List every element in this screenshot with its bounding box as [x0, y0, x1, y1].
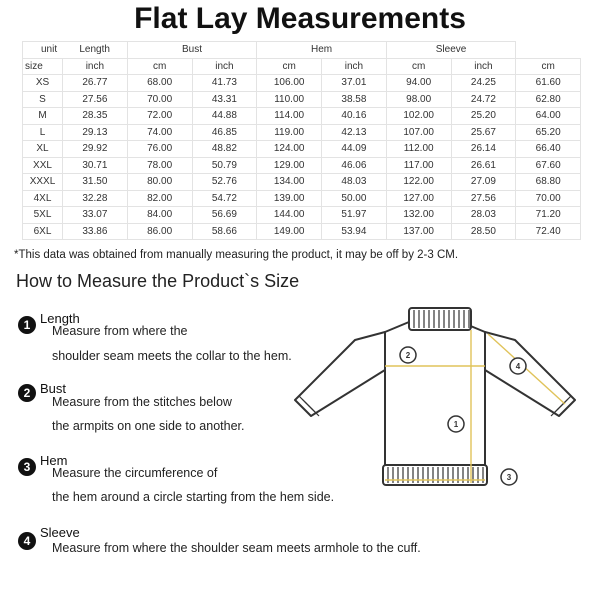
value-cell: 71.20 — [516, 207, 581, 224]
value-cell: 54.72 — [192, 190, 257, 207]
size-cell: 4XL — [23, 190, 63, 207]
value-cell: 102.00 — [386, 108, 451, 125]
step-number-badge: 3 — [18, 458, 36, 476]
section-title: How to Measure the Product`s Size — [16, 271, 300, 291]
size-chart-table — [22, 41, 581, 240]
value-cell: 31.50 — [63, 174, 128, 191]
value-cell: 65.20 — [516, 124, 581, 141]
value-cell: 24.72 — [451, 91, 516, 108]
table-group-header-row — [23, 42, 581, 59]
value-cell: 25.20 — [451, 108, 516, 125]
value-cell: 127.00 — [386, 190, 451, 207]
table-subheader-row — [23, 58, 581, 75]
diagram-marker-2 — [400, 347, 416, 363]
value-cell: 41.73 — [192, 75, 257, 92]
value-cell: 107.00 — [386, 124, 451, 141]
sweater-left-sleeve — [295, 332, 385, 416]
value-cell: 29.92 — [63, 141, 128, 158]
group-header-bust: Bust — [127, 42, 257, 59]
diagram-marker-1 — [448, 416, 464, 432]
table-row — [23, 174, 581, 191]
size-cell: L — [23, 124, 63, 141]
marker-label: 4 — [515, 362, 521, 371]
step-description-line: the hem around a circle starting from the hem side. — [52, 490, 335, 504]
value-cell: 82.00 — [127, 190, 192, 207]
subheader-cell: cm — [257, 58, 322, 75]
size-cell: XXL — [23, 157, 63, 174]
size-cell: 6XL — [23, 223, 63, 240]
value-cell: 78.00 — [127, 157, 192, 174]
step-number-badge: 4 — [18, 532, 36, 550]
page-title: Flat Lay Measurements — [134, 2, 466, 35]
size-cell: XXXL — [23, 174, 63, 191]
unit-header: unit Length — [23, 42, 128, 59]
table-row — [23, 223, 581, 240]
value-cell: 74.00 — [127, 124, 192, 141]
value-cell: 26.14 — [451, 141, 516, 158]
value-cell: 144.00 — [257, 207, 322, 224]
value-cell: 134.00 — [257, 174, 322, 191]
value-cell: 129.00 — [257, 157, 322, 174]
value-cell: 106.00 — [257, 75, 322, 92]
table-row — [23, 157, 581, 174]
measurement-note: *This data was obtained from manually measuring the product, it may be off by 2-3 CM. — [14, 249, 459, 261]
value-cell: 40.16 — [322, 108, 387, 125]
size-cell: XL — [23, 141, 63, 158]
table-row — [23, 190, 581, 207]
value-cell: 42.13 — [322, 124, 387, 141]
step-name: Hem — [40, 453, 68, 468]
size-cell: 5XL — [23, 207, 63, 224]
value-cell: 24.25 — [451, 75, 516, 92]
value-cell: 66.40 — [516, 141, 581, 158]
value-cell: 61.60 — [516, 75, 581, 92]
value-cell: 28.50 — [451, 223, 516, 240]
value-cell: 37.01 — [322, 75, 387, 92]
step-description-line: Measure the circumference of — [52, 466, 218, 480]
value-cell: 38.58 — [322, 91, 387, 108]
value-cell: 27.56 — [451, 190, 516, 207]
value-cell: 132.00 — [386, 207, 451, 224]
value-cell: 124.00 — [257, 141, 322, 158]
step-description-line: Measure from where the — [52, 324, 188, 338]
marker-label: 3 — [506, 473, 512, 482]
table-row — [23, 75, 581, 92]
value-cell: 28.35 — [63, 108, 128, 125]
diagram-marker-4 — [510, 358, 526, 374]
step-description-line: the armpits on one side to another. — [52, 419, 245, 433]
value-cell: 84.00 — [127, 207, 192, 224]
value-cell: 119.00 — [257, 124, 322, 141]
step-number-badge: 1 — [18, 316, 36, 334]
diagram-marker-3 — [501, 469, 517, 485]
subheader-cell: cm — [516, 58, 581, 75]
table-row — [23, 91, 581, 108]
group-header-hem: Hem — [257, 42, 387, 59]
value-cell: 112.00 — [386, 141, 451, 158]
size-cell: XS — [23, 75, 63, 92]
sweater-collar — [409, 308, 471, 330]
value-cell: 58.66 — [192, 223, 257, 240]
value-cell: 53.94 — [322, 223, 387, 240]
value-cell: 27.56 — [63, 91, 128, 108]
table-row — [23, 207, 581, 224]
value-cell: 70.00 — [516, 190, 581, 207]
size-cell: S — [23, 91, 63, 108]
subheader-cell: inch — [451, 58, 516, 75]
value-cell: 122.00 — [386, 174, 451, 191]
value-cell: 32.28 — [63, 190, 128, 207]
value-cell: 80.00 — [127, 174, 192, 191]
value-cell: 30.71 — [63, 157, 128, 174]
value-cell: 44.88 — [192, 108, 257, 125]
subheader-cell: cm — [127, 58, 192, 75]
size-table-body — [23, 75, 581, 240]
step-number-badge: 2 — [18, 384, 36, 402]
value-cell: 46.06 — [322, 157, 387, 174]
value-cell: 137.00 — [386, 223, 451, 240]
value-cell: 70.00 — [127, 91, 192, 108]
subheader-cell: cm — [386, 58, 451, 75]
value-cell: 25.67 — [451, 124, 516, 141]
value-cell: 48.82 — [192, 141, 257, 158]
size-header: size — [23, 58, 63, 75]
marker-label: 2 — [405, 351, 411, 360]
value-cell: 68.80 — [516, 174, 581, 191]
step-description-line: shoulder seam meets the collar to the hem. — [52, 349, 292, 363]
value-cell: 98.00 — [386, 91, 451, 108]
value-cell: 52.76 — [192, 174, 257, 191]
table-row — [23, 108, 581, 125]
size-cell: M — [23, 108, 63, 125]
value-cell: 94.00 — [386, 75, 451, 92]
group-header-sleeve: Sleeve — [386, 42, 516, 59]
step-description-line: Measure from where the shoulder seam meets armhole to the cuff. — [52, 541, 421, 555]
value-cell: 76.00 — [127, 141, 192, 158]
value-cell: 27.09 — [451, 174, 516, 191]
step-name: Length — [40, 311, 80, 326]
table-row — [23, 141, 581, 158]
value-cell: 28.03 — [451, 207, 516, 224]
step-description-line: Measure from the stitches below — [52, 395, 232, 409]
value-cell: 29.13 — [63, 124, 128, 141]
group-header-length: Length — [79, 44, 110, 56]
subheader-cell: inch — [192, 58, 257, 75]
value-cell: 46.85 — [192, 124, 257, 141]
subheader-cell: inch — [322, 58, 387, 75]
value-cell: 43.31 — [192, 91, 257, 108]
value-cell: 44.09 — [322, 141, 387, 158]
value-cell: 50.00 — [322, 190, 387, 207]
step-name: Bust — [40, 381, 67, 396]
value-cell: 68.00 — [127, 75, 192, 92]
value-cell: 48.03 — [322, 174, 387, 191]
value-cell: 114.00 — [257, 108, 322, 125]
value-cell: 149.00 — [257, 223, 322, 240]
value-cell: 26.77 — [63, 75, 128, 92]
value-cell: 72.40 — [516, 223, 581, 240]
sweater-measurement-diagram — [285, 300, 585, 500]
table-row — [23, 124, 581, 141]
value-cell: 110.00 — [257, 91, 322, 108]
value-cell: 64.00 — [516, 108, 581, 125]
sweater-right-sleeve — [485, 332, 575, 416]
value-cell: 26.61 — [451, 157, 516, 174]
sweater-body — [385, 322, 485, 465]
value-cell: 33.07 — [63, 207, 128, 224]
value-cell: 33.86 — [63, 223, 128, 240]
value-cell: 50.79 — [192, 157, 257, 174]
step-name: Sleeve — [40, 525, 80, 540]
value-cell: 86.00 — [127, 223, 192, 240]
value-cell: 139.00 — [257, 190, 322, 207]
marker-label: 1 — [453, 420, 459, 429]
value-cell: 62.80 — [516, 91, 581, 108]
value-cell: 117.00 — [386, 157, 451, 174]
value-cell: 67.60 — [516, 157, 581, 174]
value-cell: 51.97 — [322, 207, 387, 224]
value-cell: 72.00 — [127, 108, 192, 125]
value-cell: 56.69 — [192, 207, 257, 224]
subheader-cell: inch — [63, 58, 128, 75]
